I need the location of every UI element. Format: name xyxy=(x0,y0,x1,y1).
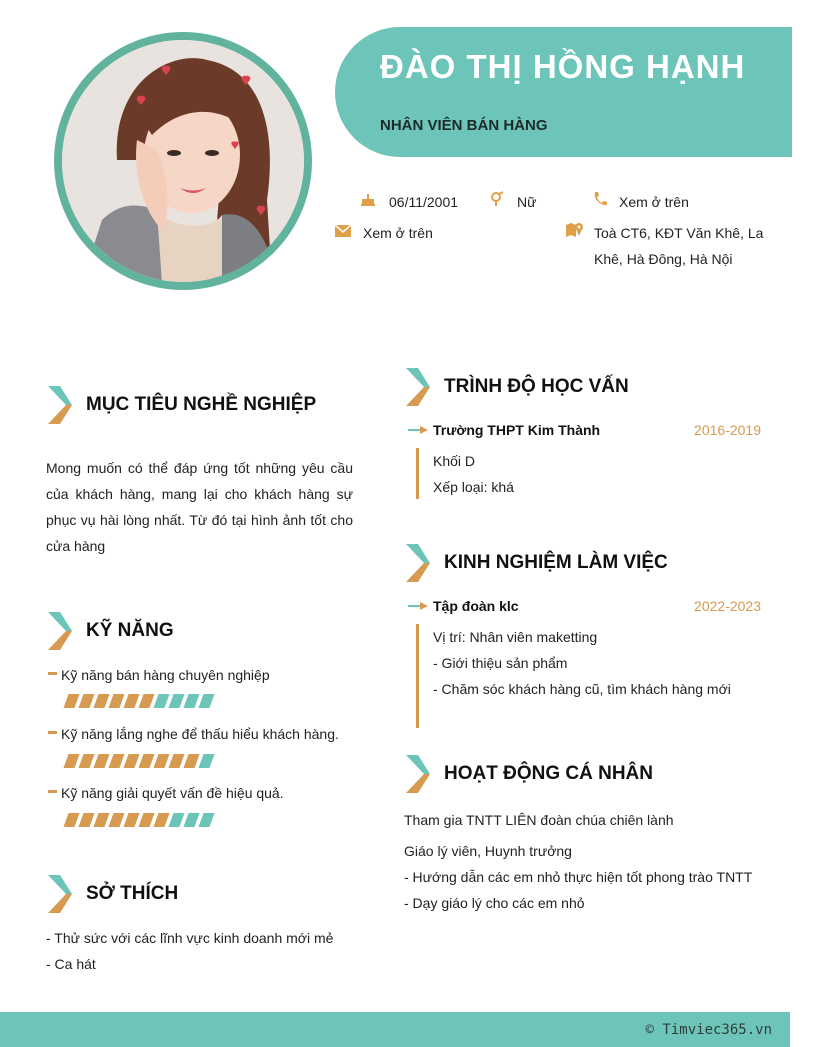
education-period: 2016-2019 xyxy=(694,422,761,438)
skill-bar-segment xyxy=(63,694,79,708)
activity-line: - Dạy giáo lý cho các em nhỏ xyxy=(404,895,585,911)
skill-bar-segment xyxy=(168,813,184,827)
skill-bar-segment xyxy=(138,813,154,827)
skill-bar-segment xyxy=(123,754,139,768)
gender-value: Nữ xyxy=(517,194,537,210)
hobby-item: - Thử sức với các lĩnh vực kinh doanh mới mẻ xyxy=(46,930,334,946)
address-line-1: Toà CT6, KĐT Văn Khê, La xyxy=(594,225,764,241)
skill-bar-segment xyxy=(168,694,184,708)
education-title: TRÌNH ĐỘ HỌC VẤN xyxy=(444,376,629,397)
activity-line: - Hướng dẫn các em nhỏ thực hiện tốt phong trào TNTT xyxy=(404,869,753,885)
skill-label: Kỹ năng giải quyết vấn đề hiệu quả. xyxy=(61,785,284,801)
skill-bar-segment xyxy=(183,813,199,827)
skill-bar-segment xyxy=(183,754,199,768)
hobbies-title: SỞ THÍCH xyxy=(86,883,179,904)
map-icon xyxy=(566,222,584,242)
skill-bar-segment xyxy=(108,694,124,708)
activity-line: Giáo lý viên, Huynh trưởng xyxy=(404,843,572,859)
skill-bar-segment xyxy=(93,754,109,768)
footer-credit: © Timviec365.vn xyxy=(645,1022,772,1038)
education-detail: Khối D xyxy=(433,453,476,469)
objective-text: Mong muốn có thể đáp ứng tốt những yêu cầu của khách hàng, mang lại cho khách hàng sự phục vụ hài lòng nhất. Từ đó tại hình ảnh tốt cho cửa hàng xyxy=(46,460,353,554)
skill-bar-segment xyxy=(108,754,124,768)
skill-bar-segment xyxy=(153,813,169,827)
skill-bar-segment xyxy=(93,813,109,827)
timeline-line xyxy=(416,624,419,728)
skill-bar-segment xyxy=(198,813,214,827)
cake-icon xyxy=(360,191,376,211)
skill-bar-segment xyxy=(78,754,94,768)
phone-value: Xem ở trên xyxy=(619,194,689,210)
phone-icon xyxy=(592,191,608,211)
education-school: Trường THPT Kim Thành xyxy=(433,422,601,438)
skill-bar-segment xyxy=(138,754,154,768)
skill-bar xyxy=(66,813,212,827)
hobby-item: - Ca hát xyxy=(46,956,96,972)
section-chevron-icon xyxy=(46,610,72,652)
skill-bar xyxy=(66,694,212,708)
activity-line: Tham gia TNTT LIÊN đoàn chúa chiên lành xyxy=(404,812,674,828)
header-band xyxy=(335,27,792,157)
experience-detail: - Chăm sóc khách hàng cũ, tìm khách hàng mới xyxy=(433,681,731,697)
experience-period: 2022-2023 xyxy=(694,598,761,614)
section-chevron-icon xyxy=(404,753,430,795)
experience-company: Tập đoàn klc xyxy=(433,598,519,614)
entry-arrow-icon xyxy=(408,601,428,611)
birthday-value: 06/11/2001 xyxy=(389,194,459,210)
education-detail: Xếp loại: khá xyxy=(433,479,514,495)
entry-arrow-icon xyxy=(408,425,428,435)
objective-title: MỤC TIÊU NGHỀ NGHIỆP xyxy=(86,394,317,415)
skill-bar-segment xyxy=(108,813,124,827)
mail-icon xyxy=(335,224,351,241)
experience-title: KINH NGHIỆM LÀM VIỆC xyxy=(444,552,668,573)
skills-title: KỸ NĂNG xyxy=(86,620,174,641)
skill-label: Kỹ năng bán hàng chuyên nghiệp xyxy=(61,667,270,683)
skill-bar-segment xyxy=(198,694,214,708)
section-chevron-icon xyxy=(46,384,72,426)
skill-bar-segment xyxy=(93,694,109,708)
timeline-line xyxy=(416,448,419,499)
skill-label: Kỹ năng lắng nghe để thấu hiểu khách hàng. xyxy=(61,726,339,742)
candidate-name: ĐÀO THỊ HỒNG HẠNH xyxy=(380,48,746,85)
section-chevron-icon xyxy=(404,542,430,584)
skill-bar-segment xyxy=(78,813,94,827)
section-chevron-icon xyxy=(46,873,72,915)
skill-bar-segment xyxy=(78,694,94,708)
skill-marker xyxy=(48,731,57,734)
skill-bar xyxy=(66,754,212,768)
skill-marker xyxy=(48,672,57,675)
address-line-2: Khê, Hà Đông, Hà Nội xyxy=(594,251,733,267)
section-chevron-icon xyxy=(404,366,430,408)
gender-icon xyxy=(489,191,505,211)
skill-marker xyxy=(48,790,57,793)
skill-bar-segment xyxy=(153,754,169,768)
skill-bar-segment xyxy=(63,813,79,827)
skill-bar-segment xyxy=(198,754,214,768)
candidate-role: NHÂN VIÊN BÁN HÀNG xyxy=(380,117,548,134)
skill-bar-segment xyxy=(153,694,169,708)
skill-bar-segment xyxy=(168,754,184,768)
activities-title: HOẠT ĐỘNG CÁ NHÂN xyxy=(444,763,653,784)
experience-detail: - Giới thiệu sản phẩm xyxy=(433,655,568,671)
skill-bar-segment xyxy=(183,694,199,708)
skill-bar-segment xyxy=(123,813,139,827)
skill-bar-segment xyxy=(123,694,139,708)
email-value: Xem ở trên xyxy=(363,225,433,241)
experience-detail: Vị trí: Nhân viên maketting xyxy=(433,629,598,645)
skill-bar-segment xyxy=(138,694,154,708)
avatar xyxy=(62,40,304,282)
skill-bar-segment xyxy=(63,754,79,768)
